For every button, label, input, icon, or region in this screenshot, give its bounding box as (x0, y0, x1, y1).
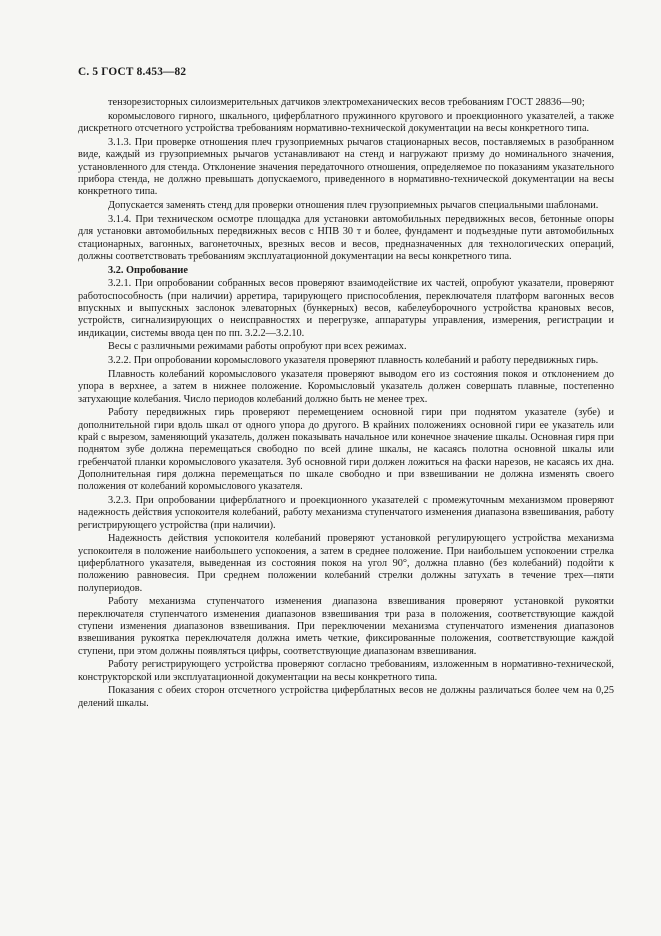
paragraph: Показания с обеих сторон отсчетного устройства циферблатных весов не должны различаться более чем на 0,25 делений шкалы. (78, 685, 614, 709)
paragraph: Весы с различными режимами работы опробуют при всех режимах. (108, 341, 407, 353)
paragraph: 3.2.3. При опробовании циферблатного и проекционного указателей с промежуточным механизмом проверяют надежность действия успокоителя колебаний, работу механизма ступенчатого изменения диапазона взвешивания, работу регистрирующего устройства (при наличии). (78, 495, 614, 531)
paragraph: Плавность колебаний коромыслового указателя проверяют выводом его из состояния покоя и отклонением до упора в верхнее, а затем в нижнее положение. Коромысловый указатель должен совершать плавные, постепенно затухающие колебания. Число периодов колебаний должно быть не менее трех. (78, 369, 614, 405)
section-heading: 3.2. Опробование (108, 264, 188, 276)
paragraph: Допускается заменять стенд для проверки отношения плеч грузоприемных рычагов специальными шаблонами. (108, 200, 599, 212)
paragraph: 3.1.4. При техническом осмотре площадка для установки автомобильных передвижных весов, бетонные опоры для установки автомобильных передвижных весов с НПВ 30 т и более, фундамент и подъездные пути автомобильных стационарных, вагонных, вагонеточных, врезных весов и весов, предназначенных для технологических операций, должны соответствовать требованиям эксплуатационной документации на весы конкретного типа. (78, 213, 614, 262)
paragraph: Работу передвижных гирь проверяют перемещением основной гири при поднятом указателе (зубе) и дополнительной гири вдоль шкал от одного упора до другого. В крайних положениях основной гири ее указатель или край с вырезом, заменяющий указатель, должен показывать начальное или конечное значение шкалы. Основная гиря при поднятом зубе должна перемещаться свободно по всей длине шкалы, не касаясь полотна основной шкалы или гребенчатой планки коромыслового указателя. Зуб основной гири должен ложиться на фаски нарезов, не касаясь их дна. Дополнительная гиря должна перемещаться по шкале свободно и при взвешивании не должна изменять своего положения от колебаний коромыслового указателя. (78, 407, 614, 493)
paragraph: 3.2.1. При опробовании собранных весов проверяют взаимодействие их частей, опробуют указатели, проверяют работоспособность (при наличии) арретира, тарирующего приспособления, переключателя платформ вагонных весов впускных и выпускных заслонок элеваторных (бункерных) весов, кабелеуборочного устройства крановых весов, устройств, сигнализирующих о неисправностях и перегрузке, аппаратуры управления, измерения, регистрации и индикации, системы ввода цен по пп. 3.2.2—3.2.10. (78, 278, 614, 339)
document-body (78, 97, 614, 710)
paragraph: 3.2.2. При опробовании коромыслового указателя проверяют плавность колебаний и работу передвижных гирь. (108, 355, 599, 367)
paragraph: коромыслового гирного, шкального, циферблатного пружинного кругового и проекционного указателей, а также дискретного отсчетного устройства требованиям нормативно-технической документации на весы конкретного типа. (78, 111, 614, 135)
page-header: С. 5 ГОСТ 8.453—82 (78, 66, 187, 78)
paragraph: 3.1.3. При проверке отношения плеч грузоприемных рычагов стационарных весов, поставляемых в разобранном виде, каждый из грузоприемных рычагов устанавливают на стенд и нагружают призму до номинального значения, установленного для стенда. Отклонение значения передаточного отношения, определяемое по показаниям указательного прибора стенда, не должно превышать допускаемого, приведенного в нормативно-технической документации на весы конкретного типа. (78, 137, 614, 198)
paragraph: Работу механизма ступенчатого изменения диапазона взвешивания проверяют установкой рукоятки переключателя ступенчатого изменения диапазонов взвешивания три раза в положения, соответствующие каждой ступени изменения диапазонов взвешивания. При переключении механизма ступенчатого изменения диапазонов взвешивания рукоятка переключателя должна иметь четкие, фиксированные положения, соответствующие каждой ступени, при этом должны появляться цифры, соответствующие диапазонам взвешивания. (78, 596, 614, 657)
document-page (78, 66, 614, 712)
paragraph: Надежность действия успокоителя колебаний проверяют установкой регулирующего устройства механизма успокоителя в положение наибольшего успокоения, а затем в среднее положение. При наибольшем успокоении стрелка циферблатного указателя, выведенная из состояния покоя на угол 90°, должна плавно (без колебаний) подойти к положению равновесия. При среднем положении колебаний стрелки должны затухать в течение трех—пяти полупериодов. (78, 533, 614, 594)
paragraph: тензорезисторных силоизмерительных датчиков электромеханических весов требованиям ГОСТ 28836—90; (108, 97, 585, 109)
paragraph: Работу регистрирующего устройства проверяют согласно требованиям, изложенным в нормативно-технической, конструкторской или эксплуатационной документации на весы конкретного типа. (78, 659, 614, 683)
